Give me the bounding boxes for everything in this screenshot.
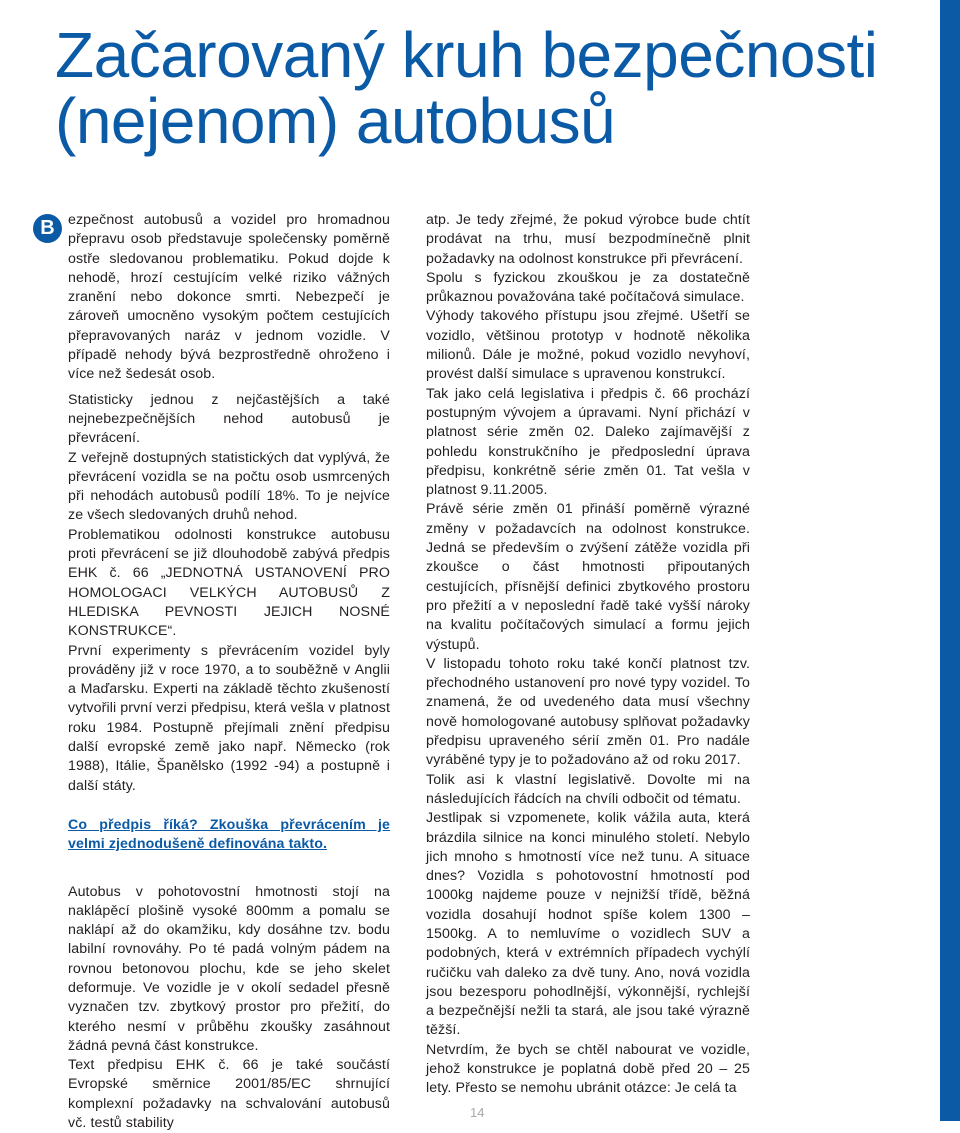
left-paragraph-5: První experimenty s převrácením vozidel byly prováděny již v roce 1970, a to souběžně v Anglii a Maďarsku. Experti na základě těchto zkušeností vytvořili první verzi předpisu, která vešla v platnost roku 1984. Postupně přejímali znění předpisu další evropské země jako např. Německo (rok 1988), Itálie, Španělsko (1992 -94) a postupně i další státy.: [68, 642, 390, 794]
right-paragraph-2: Spolu s fyzickou zkouškou je za dostatečně průkaznou považována také počítačová simulace.: [426, 269, 750, 306]
left-paragraph-6: Autobus v pohotovostní hmotnosti stojí na naklápěcí plošině vysoké 800mm a pomalu se naklápí až do okamžiku, kdy dosáhne tzv. bodu labilní rovnováhy. Po té padá volným pádem na rovnou betonovou plochu, kde se jeho skelet deformuje. Ve vozidle je v okolí sedadel přesně vyznačen tzv. zbytkový prostor pro přežití, do kterého nesmí v průběhu zkoušky zasáhnout žádná pevná část konstrukce.: [68, 883, 390, 1054]
right-paragraph-4: Tak jako celá legislativa i předpis č. 66 prochází postupným vývojem a úpravami. Nyní přichází v platnost série změn 02. Daleko zajímavější z pohledu konstrukčního je předposlední úprava předpisu, konkrétně série změn 01. Tat vešla v platnost 9.11.2005.: [426, 385, 750, 499]
title-line-2: (nejenom) autobusů: [55, 85, 616, 157]
right-paragraph-3: Výhody takového přístupu jsou zřejmé. Ušetří se vozidlo, většinou prototyp v hodnotě několika milionů. Dále je možné, pokud vozidlo nevyhoví, provést další simulace s upravenou konstrukcí.: [426, 308, 750, 383]
page-title: [55, 19, 915, 157]
dropcap: B: [33, 214, 62, 243]
left-paragraph-4: Problematikou odolnosti konstrukce autobusu proti převrácení se již dlouhodobě zabývá předpis EHK č. 66 „JEDNOTNÁ USTANOVENÍ PRO HOMOLOGACI VELKÝCH AUTOBUSŮ Z HLEDISKA PEVNOSTI JEJICH NOSNÉ KONSTRUKCE“.: [68, 526, 390, 640]
right-paragraph-1: atp. Je tedy zřejmé, že pokud výrobce bude chtít prodávat na trhu, musí bezpodmínečně plnit požadavky na odolnost konstrukce při převrácení.: [426, 212, 750, 267]
left-paragraph-1: ezpečnost autobusů a vozidel pro hromadnou přepravu osob představuje společensky poměrně ostře sledovanou problematiku. Pokud dojde k nehodě, hrozí cestujícím velké riziko vážných zranění nebo dokonce smrti. Nebezpečí je zároveň umocněno vysokým počtem cestujících přepravovaných naráz v jednom vozidle. V případě nehody bývá bezprostředně ohroženo i více než šedesát osob.: [68, 212, 390, 383]
right-paragraph-7: Tolik asi k vlastní legislativě. Dovolte mi na následujících řádcích na chvíli odbočit od tématu.: [426, 771, 750, 807]
right-paragraph-8: Jestlipak si vzpomenete, kolik vážila auta, která brázdila silnice na konci minulého století. Nebylo jich mnoho s hmotností více než tunu. A situace dnes? Vozidla s pohotovostní hmotností pod 1000kg najdeme pouze v nejnižší třídě, běžná vozidla dosahují hodnot spíše kolem 1300 – 1500kg. A to nemluvíme o vozidlech SUV a podobných, která v extrémních případech vychýlí ručičku vah daleko za dvě tuny. Ano, nová vozidla jsou bezesporu pohodlnější, výkonnější, rychlejší a bezpečnější nežli ta stará, ale jsou také výrazně těžší.: [426, 810, 750, 1039]
right-paragraph-5: Právě série změn 01 přináší poměrně výrazné změny v požadavcích na odolnost konstrukce. Jedná se především o zvýšení zátěže vozidla při zkoušce o část hmotnosti připoutaných cestujících, přísnější definici zbytkového prostoru pro přežití a v neposlední řadě také vyšší nároky na kvalitu počítačových simulací a formu jejich výstupů.: [426, 501, 750, 653]
section-heading: Co předpis říká? Zkouška převrácením je velmi zjednodušeně definována takto.: [68, 816, 390, 853]
left-paragraph-3: Z veřejně dostupných statistických dat vyplývá, že převrácení vozidla se na počtu osob usmrcených při nehodách autobusů podílí 18%. To je nejvíce ze všech sledovaných druhů nehod.: [68, 449, 390, 524]
left-paragraph-2: Statisticky jednou z nejčastějších a také nejnebezpečnějších nehod autobusů je převrácení.: [68, 391, 390, 447]
title-line-1: Začarovaný kruh bezpečnosti: [55, 19, 878, 91]
right-paragraph-9: Netvrdím, že bych se chtěl nabourat ve vozidle, jehož konstrukce je poplatná době před 20 – 25 lety. Přesto se nemohu ubránit otázce: Je celá ta: [426, 1041, 750, 1097]
edge-bar: [940, 0, 960, 1121]
left-paragraph-7: Text předpisu EHK č. 66 je také součástí Evropské směrnice 2001/85/EC shrnující komplexní požadavky na schvalování autobusů vč. testů stability: [68, 1057, 390, 1132]
right-column: [426, 211, 750, 1099]
page-number: 14: [470, 1105, 485, 1120]
right-paragraph-6: V listopadu tohoto roku také končí platnost tzv. přechodného ustanovení pro nové typy vozidel. To znamená, že od uvedeného data musí všechny nově homologované autobusy splňovat požadavky předpisu upraveného sérií změn 01. Pro nadále vyráběné typy je to požadováno až od roku 2017.: [426, 655, 750, 769]
left-column: [40, 211, 390, 1133]
